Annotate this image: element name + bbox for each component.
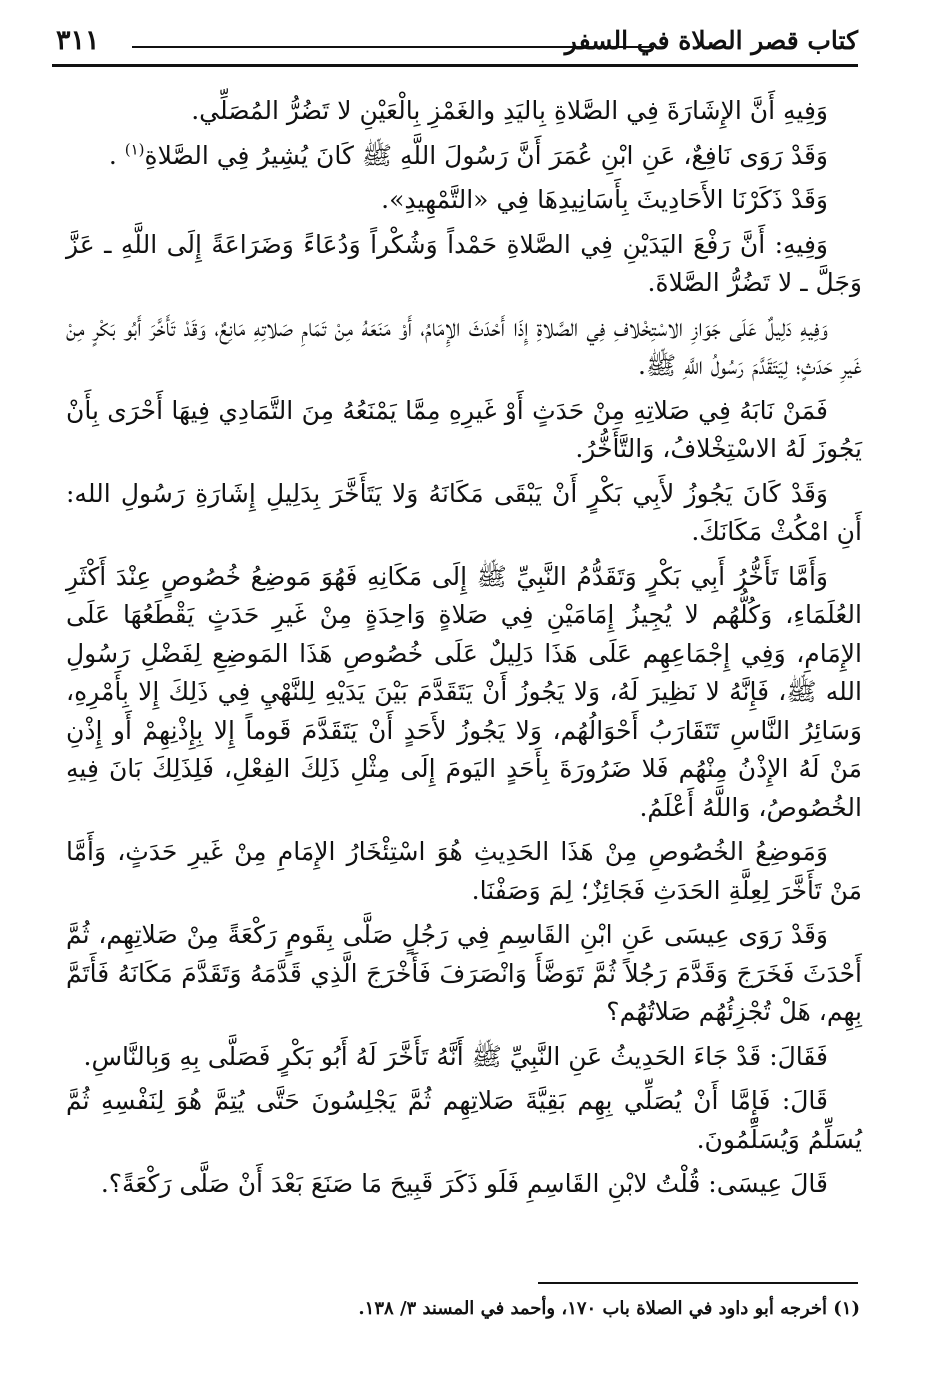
paragraph-13 xyxy=(66,1165,862,1204)
paragraph-text: وَأَمَّا تَأَخُّرُ أَبِي بَكْرٍ وَتَقَدُّمُ النَّبِيِّ ﷺ إِلَى مَكَانِهِ فَهُوَ مَوضِعُ خُصُوصٍ عِنْدَ أَكْثَرِ العُلَمَاءِ، وَكُلُّهُم لا يُجِيزُ إِمَامَيْنِ فِي صَلاةٍ وَاحِدَةٍ مِنْ غَيرِ حَدَثٍ يَقْطَعُهَا عَلَى الإِمَامِ، وَفِي إِجْمَاعِهِم عَلَى هَذَا دَلِيلٌ عَلَى خُصُوصِ هَذَا المَوضِعِ لِفَضْلِ رَسُولِ الله ﷺ، فَإِنَّهُ لا نَظِيرَ لَهُ، وَلا يَجُوزُ أَنْ يَتَقَدَّمَ بَيْنَ يَدَيْهِ لِلنَّهْيِ فِي ذَلِكَ إِلا بِأَمْرِهِ، وَسَائِرُ النَّاسِ تَتَقَارَبُ أَحْوَالُهُم، وَلا يَجُوزُ لأَحَدٍ أَنْ يَتَقَدَّمَ قَوماً إِلا بِإِذْنِهِمْ أَو إِذْنِ مَنْ لَهُ الإِذْنُ مِنْهُم فَلا ضَرُورَةَ بِأَحَدٍ اليَومَ إِلَى مِثْلِ ذَلِكَ الفِعْلِ، فَلِذَلِكَ بَانَ فِيهِ الخُصُوصُ، وَاللَّهُ أَعْلَمُ. xyxy=(66,561,862,822)
footnote-separator xyxy=(538,1282,858,1284)
paragraph-text: وَمَوضِعُ الخُصُوصِ مِنْ هَذَا الحَدِيثِ هُوَ اسْتِئْخَارُ الإِمَامِ مِنْ غَيرِ حَدَثٍ، وَأَمَّا مَنْ تَأَخَّرَ لِعِلَّةِ الحَدَثِ فَجَائِزٌ؛ لِمَ وَصَفْنَا. xyxy=(66,837,862,905)
paragraph-4 xyxy=(66,226,862,303)
paragraph-text: وَفِيهِ أَنَّ الإِشَارَةَ فِي الصَّلاةِ بِاليَدِ والغَمْزِ بِالْعَيْنِ لا تَضُرُّ المُصَلِّي. xyxy=(191,96,828,125)
paragraph-3 xyxy=(66,181,862,220)
paragraph-text: وَقَدْ كَانَ يَجُوزُ لأَبِي بَكْرٍ أَنْ يَبْقَى مَكَانَهُ وَلا يَتَأَخَّرَ بِدَلِيلِ إِشَارَةِ رَسُولِ الله: أَنِ امْكُثْ مَكَانَكَ. xyxy=(66,478,862,546)
paragraph-text: وَقَدْ رَوَى عِيسَى عَنِ ابْنِ القَاسِمِ فِي رَجُلٍ صَلَّى بِقَومٍ رَكْعَةً مِنْ صَلاتِهِم، ثُمَّ أَحْدَثَ فَخَرَجَ وَقَدَّمَ رَجُلاً ثُمَّ تَوَضَّأَ وَانْصَرَفَ فَأَخْرَجَ الَّذِي قَدَّمَهُ وَتَقَدَّمَ مَكَانَهُ فَأَتَمَّ بِهِم، هَلْ تُجْزِئُهُم صَلاتُهُم؟ xyxy=(66,920,862,1026)
main-text xyxy=(66,92,862,1210)
paragraph-text: قَالَ: فَإِمَّا أَنْ يُصَلِّي بِهِم بَقِيَّةَ صَلاتِهِم ثُمَّ يَجْلِسُونَ حَتَّى يُتِمَّ هُوَ لِنَفْسِهِ ثُمَّ يُسَلِّمُ وَيُسَلِّمُونَ. xyxy=(66,1086,862,1154)
paragraph-6 xyxy=(66,392,862,469)
chapter-title: كتاب قصر الصلاة في السفر xyxy=(564,26,858,55)
paragraph-tail: . xyxy=(108,140,125,170)
paragraph-12 xyxy=(66,1082,862,1159)
paragraph-text: وَقَدْ ذَكَرْنَا الأَحَادِيثَ بِأَسَانِيدِهَا فِي «التَّمْهِيدِ». xyxy=(381,185,828,214)
header-underline xyxy=(52,64,858,67)
paragraph-text: وَفِيهِ: أَنَّ رَفْعَ اليَدَيْنِ فِي الصَّلاةِ حَمْداً وَشُكْراً وَدُعَاءً وَضَرَاعَةً إِلَى اللَّهِ ـ عَزَّ وَجَلَّ ـ لا تَضُرُّ الصَّلاةَ. xyxy=(66,229,862,297)
footnote: (١) أخرجه أبو داود في الصلاة باب ١٧٠، وأحمد في المسند ٣/ ١٣٨. xyxy=(358,1298,860,1319)
paragraph-9 xyxy=(66,833,862,910)
paragraph-text: وَقَدْ رَوَى نَافِعٌ، عَنِ ابْنِ عُمَرَ أَنَّ رَسُولَ اللَّهِ ﷺ كَانَ يُشِيرُ فِي الصَّلاةِ xyxy=(144,140,828,170)
paragraph-text: قَالَ عِيسَى: قُلْتُ لابْنِ القَاسِمِ فَلَو ذَكَرَ قَبِيحَ مَا صَنَعَ بَعْدَ أَنْ صَلَّى رَكْعَةً؟. xyxy=(100,1169,828,1198)
header-rule xyxy=(132,46,654,48)
page-number: ٣١١ xyxy=(56,25,100,56)
paragraph-text: فَمَنْ نَابَهُ فِي صَلاتِهِ مِنْ حَدَثٍ أَوْ غَيرِهِ مِمَّا يَمْنَعُهُ مِنَ التَّمَادِي فِيهَا أَحْرَى بِأَنْ يَجُوزَ لَهُ الاسْتِخْلافُ، وَالتَّأَخُّرُ. xyxy=(66,395,862,463)
running-header xyxy=(52,20,858,76)
footnote-marker: (١) xyxy=(124,140,145,159)
paragraph-11 xyxy=(66,1038,862,1077)
paragraph-text: فَقَالَ: قَدْ جَاءَ الحَدِيثُ عَنِ النَّبِيِّ ﷺ أَنَّهُ تَأَخَّرَ لَهُ أَبُو بَكْرٍ فَصَلَّى بِهِ وَبِالنَّاسِ. xyxy=(83,1041,828,1071)
paragraph-text: وَفِيهِ دَلِيلٌ عَلَى جَوَازِ الاسْتِخْلافِ فِي الصَّلاةِ إِذَا أَحْدَثَ الإِمَامُ، أَوْ مَنَعَهُ مِنْ تَمَامِ صَلاتِهِ مَانِعٌ، وَقَدْ تَأَخَّرَ أَبُو بَكْرٍ مِنْ غَيرِ حَدَثٍ؛ لِيَتَقَدَّمَ رَسُولُ اللَّهِ ﷺ. xyxy=(66,312,862,380)
paragraph-1 xyxy=(66,92,862,131)
paragraph-7 xyxy=(66,475,862,552)
paragraph-8 xyxy=(66,558,862,828)
paragraph-10 xyxy=(66,916,862,1032)
paragraph-5 xyxy=(66,309,862,386)
paragraph-2 xyxy=(66,137,862,176)
